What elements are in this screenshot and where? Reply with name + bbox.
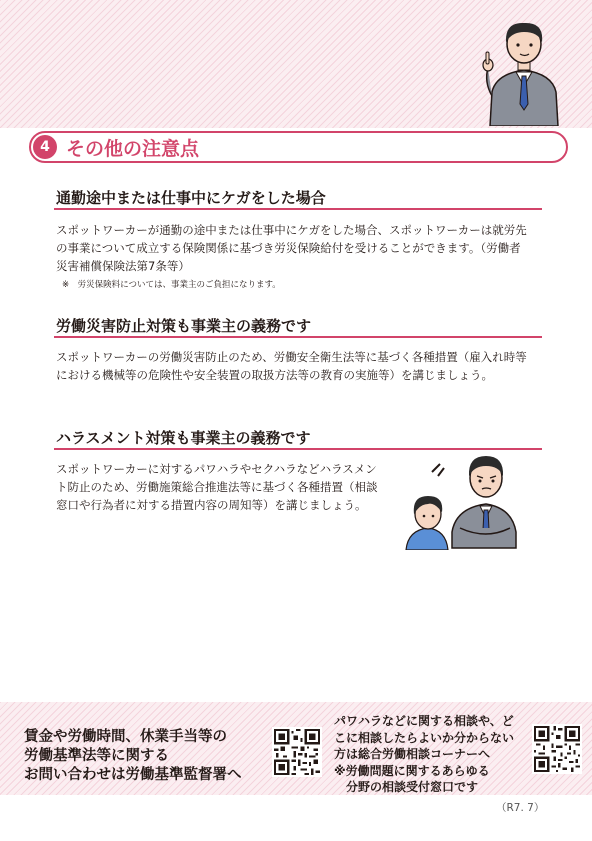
qr-code[interactable] bbox=[532, 724, 582, 774]
block-body-commute-injury: スポットワーカーが通勤の途中または仕事中にケガをした場合、スポットワーカーは就労先 の事業について成立する保険関係に基づき労災保険給付を受けることができます。（労働者 災害補償保険法第7条等） bbox=[56, 223, 527, 273]
block-heading-commute-injury: 通勤途中または仕事中にケガをした場合 bbox=[56, 189, 326, 207]
block-heading-accident-prevention: 労働災害防止対策も事業主の義務です bbox=[56, 317, 312, 335]
block-heading-harassment: ハラスメント対策も事業主の義務です bbox=[56, 429, 311, 447]
insurance-premium-note: ※ 労災保険料については、事業主のご負担になります。 bbox=[62, 280, 281, 290]
revision-label: （R7. 7） bbox=[496, 802, 545, 814]
section-number-badge: 4 bbox=[33, 135, 57, 159]
section-title: その他の注意点 bbox=[66, 138, 200, 160]
consultation-pair-illustration bbox=[404, 448, 538, 550]
businessman-pointing-illustration bbox=[478, 12, 570, 126]
block-body-accident-prevention: スポットワーカーの労働災害防止のため、労働安全衛生法等に基づく各種措置（雇入れ時等 における機械等の危険性や安全装置の取扱方法等の教育の実施等）を講じましょう。 bbox=[56, 350, 527, 382]
footer-left-text: 賃金や労働時間、休業手当等の 労働基準法等に関する お問い合わせは労働基準監督署へ bbox=[24, 729, 242, 783]
block-body-harassment: スポットワーカーに対するパワハラやセクハラなどハラスメン ト防止のため、労働施策総合推進法等に基づく各種措置（相談 窓口や行為者に対する措置内容の周知等）を講じましょう。 bbox=[56, 462, 378, 512]
heading-underline bbox=[54, 336, 542, 338]
heading-underline bbox=[54, 208, 542, 210]
qr-code[interactable] bbox=[272, 727, 322, 777]
footer-right-text: パワハラなどに関する相談や、ど こに相談したらよいか分からない 方は総合労働相談コーナーへ ※労働問題に関するあらゆる 分野の相談受付窓口です bbox=[334, 714, 515, 794]
